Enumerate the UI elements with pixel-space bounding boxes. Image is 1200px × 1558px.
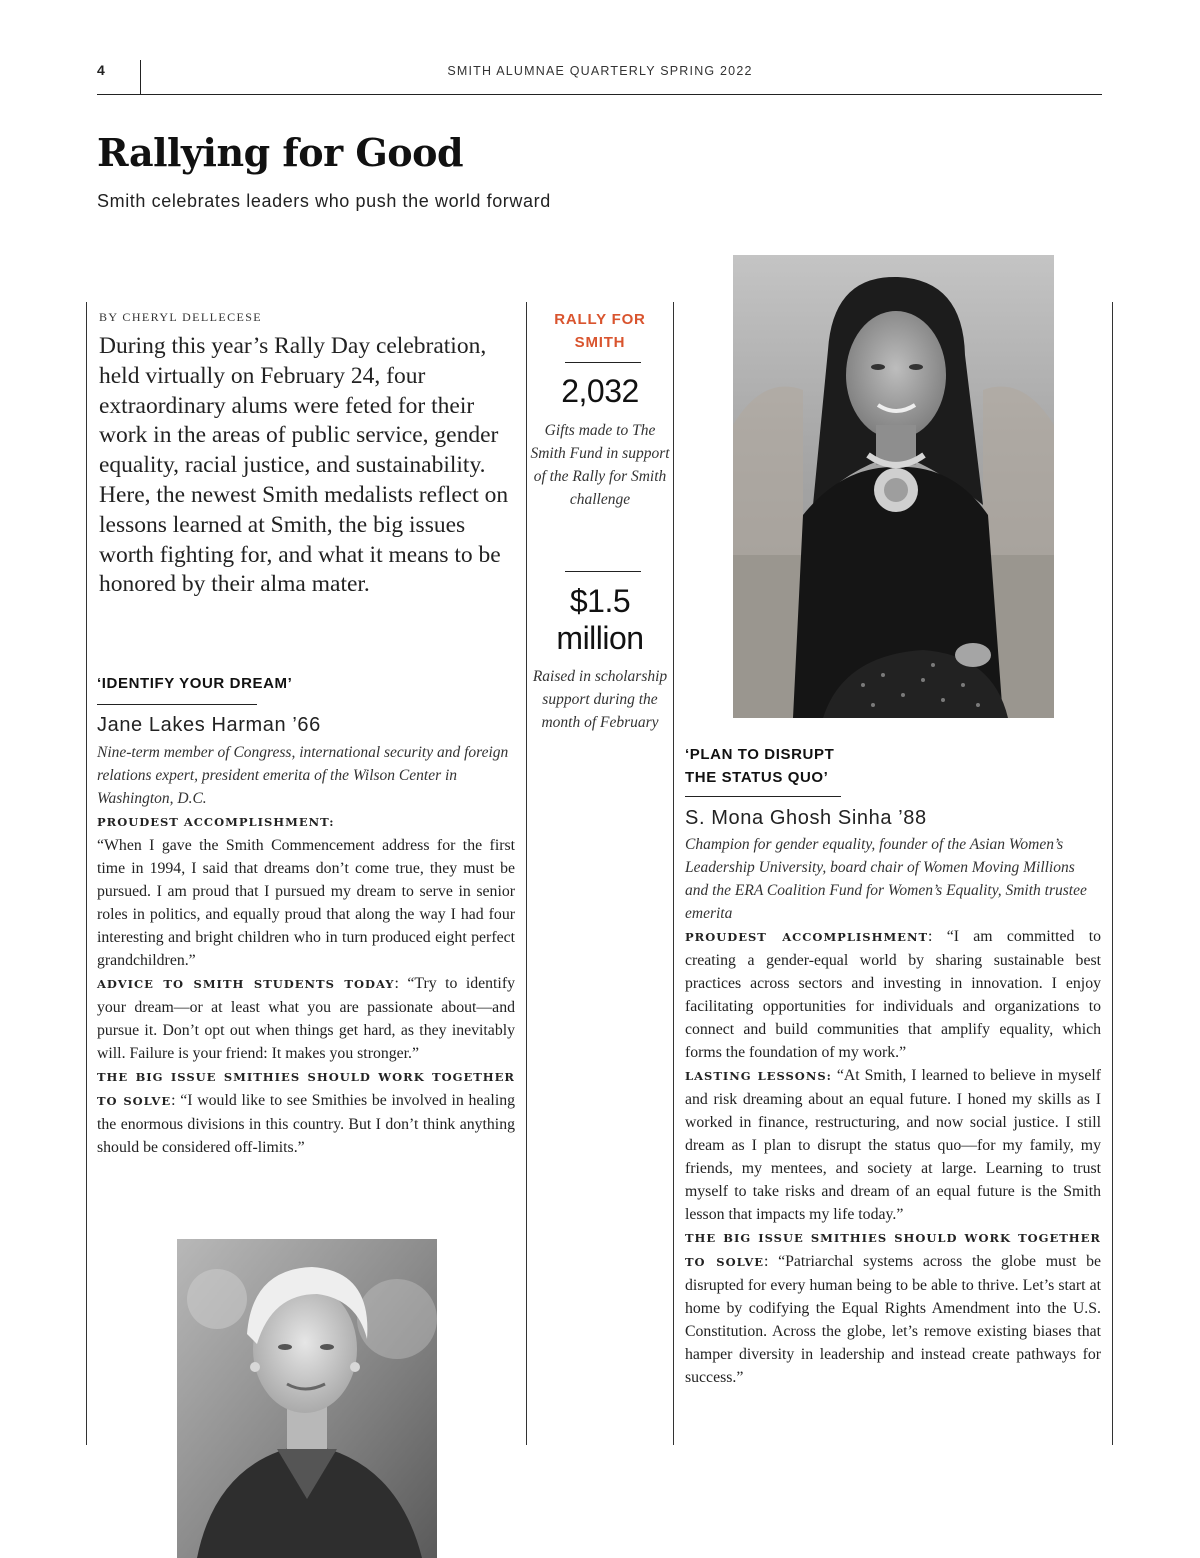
stat-raised-caption: Raised in scholarship support during the month of February <box>532 668 668 731</box>
profile1-photo <box>177 1239 437 1558</box>
profile1-role: Nine-term member of Congress, international security and foreign relations expert, president emerita of the Wilson Center in Washington, D.C. <box>97 744 509 807</box>
sidebar-title-line2: SMITH <box>574 334 626 351</box>
profile2-label-proudest: PROUDEST ACCOMPLISHMENT <box>685 930 929 944</box>
article-lede: During this year’s Rally Day celebration, held virtually on February 24, four extraordinary alums were feted for their work in the areas of public service, gender equality, racial justice, and sustainability. Here, the newest Smith medalists reflect on lessons learned at Smith, the big issues worth fighting for, and what it means to be honored by their alma mater. <box>99 333 509 598</box>
stat-raised-value <box>530 583 670 657</box>
profile1-text-advice: : “Try to identify your dream—or at least what you are passionate about—and pursue it. Don’t opt out when things get hard, as they inevitably will. Failure is your friend: It makes you stronger.” <box>97 975 515 1062</box>
profile2-label-lessons: LASTING LESSONS: <box>685 1069 832 1083</box>
profile1-name: Jane Lakes Harman ’66 <box>97 714 321 736</box>
sidebar-title-line1: RALLY FOR <box>554 311 646 328</box>
profile2-name: S. Mona Ghosh Sinha ’88 <box>685 807 927 829</box>
article-subtitle: Smith celebrates leaders who push the world forward <box>97 191 551 211</box>
stat-raised-value-line2: million <box>556 620 644 656</box>
sidebar-rule-1 <box>565 362 641 363</box>
profile2-role: Champion for gender equality, founder of the Asian Women’s Leadership University, board chair of Women Moving Millions and the ERA Coalition Fund for Women’s Equality, Smith trustee emerita <box>685 836 1087 922</box>
profile2-kicker <box>685 743 834 789</box>
column-rule-edge <box>1112 302 1113 1445</box>
page-number: 4 <box>97 62 105 78</box>
profile2-kicker-rule <box>685 796 841 797</box>
sidebar-rule-2 <box>565 571 641 572</box>
stat-raised-value-line1: $1.5 <box>569 583 631 619</box>
stat-gifts-value: 2,032 <box>561 373 639 409</box>
profile2-kicker-line2: THE STATUS QUO’ <box>685 769 829 786</box>
profile1-label-proudest: PROUDEST ACCOMPLISHMENT: <box>97 815 335 829</box>
publication-title: SMITH ALUMNAE QUARTERLY SPRING 2022 <box>447 64 753 78</box>
byline: BY CHERYL DELLECESE <box>99 310 263 324</box>
article-title: Rallying for Good <box>97 130 464 175</box>
profile2-kicker-line1: ‘PLAN TO DISRUPT <box>685 746 835 763</box>
column-rule-right <box>673 302 674 1445</box>
stat-gifts-caption: Gifts made to The Smith Fund in support of the Rally for Smith challenge <box>530 422 670 508</box>
profile2-label-big-issue: THE BIG ISSUE SMITHIES SHOULD WORK TOGETHER TO SOLVE <box>685 1231 1101 1269</box>
column-rule-left <box>86 302 87 1445</box>
profile1-kicker-rule <box>97 704 257 705</box>
profile1-text-proudest: “When I gave the Smith Commencement address for the first time in 1994, I said that dreams don’t come true, they must be pursued. I am proud that I pursued my dream to serve in senior roles in politics, and equally proud that along the way I had four interesting and bright children who in turn produced eight perfect grandchildren.” <box>97 837 515 969</box>
profile1-kicker: ‘IDENTIFY YOUR DREAM’ <box>97 675 293 692</box>
column-rule-middle <box>526 302 527 1445</box>
profile1-label-advice: ADVICE TO SMITH STUDENTS TODAY <box>97 977 395 991</box>
profile2-text-big-issue: : “Patriarchal systems across the globe must be disrupted for every human being to be able to thrive. Let’s start at home by codifying the Equal Rights Amendment into the U.S. Constitution. Across the globe, let’s remove existing biases that hamper diversity in leadership and instead create pathways for success.” <box>685 1253 1102 1386</box>
profile1-text-big-issue: : “I would like to see Smithies be involved in healing the enormous divisions in this country. But I don’t think anything should be considered off-limits.” <box>97 1092 516 1156</box>
header-rule <box>97 94 1102 95</box>
sidebar-title <box>530 308 670 354</box>
profile2-body <box>685 925 1101 1389</box>
profile2-text-proudest: : “I am committed to creating a gender-equal world by sharing sustainable best practices across sectors and investing in innovation. I enjoy facilitating opportunities for individuals and organizations to connect and build communities that amplify equality, which forms the foundation of my work.” <box>685 928 1101 1061</box>
profile1-label-big-issue: THE BIG ISSUE SMITHIES SHOULD WORK TOGETHER TO SOLVE <box>97 1070 515 1108</box>
profile1-body <box>97 810 515 1159</box>
profile2-text-lessons: “At Smith, I learned to believe in myself and risk dreaming about an equal future. I honed my skills as I worked in finance, restructuring, and now social justice. I still dream as I plan to disrupt the status quo—for my family, my friends, my mentees, and society at large. Learning to trust myself to take risks and dream of an equal future is the Smith lesson that impacts my life today.” <box>685 1067 1101 1223</box>
profile2-photo <box>733 255 1054 718</box>
